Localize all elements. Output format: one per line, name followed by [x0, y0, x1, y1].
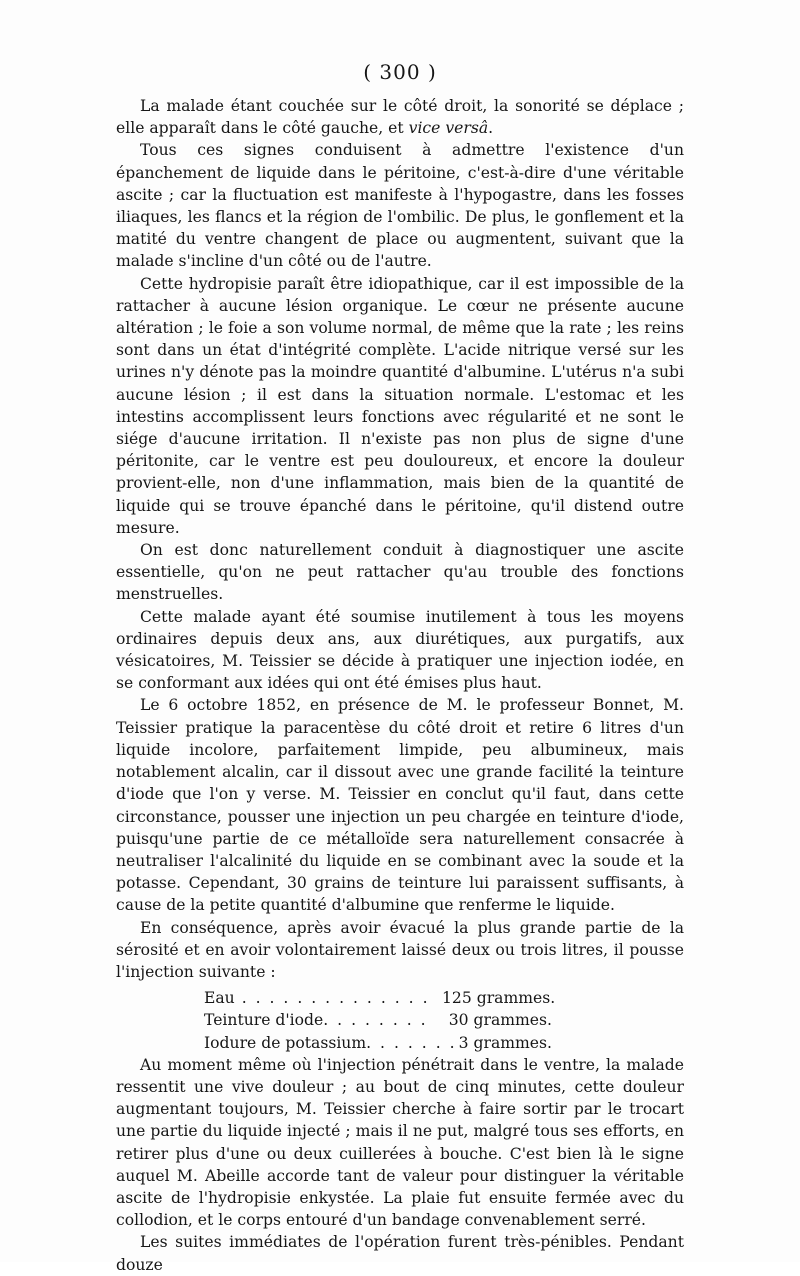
page-number: ( 300 ): [363, 60, 437, 84]
paragraph-1: [116, 95, 684, 139]
recipe-ingredient: [204, 1032, 457, 1054]
paragraph-1-emphasis: vice versâ: [408, 119, 489, 138]
recipe-ingredient-name: Eau: [204, 989, 235, 1008]
paragraph-1-text: La malade étant couchée sur le côté droit, la sonorité se déplace ; elle apparaît dans le côté gauche, et: [116, 97, 684, 138]
recipe-leader-dots: . . . . . . . . . . . . . .: [234, 989, 430, 1008]
recipe-line: [116, 987, 684, 1009]
recipe-leader-dots: . . . . . . .: [366, 1033, 457, 1052]
recipe-line: [116, 1009, 684, 1031]
paragraph-8: Au moment même où l'injection pénétrait dans le ventre, la malade ressentit une vive douleur ; au bout de cinq minutes, cette douleur augmentant toujours, M. Teissier cherche à faire sortir par le trocart une partie du liquide injecté ; mais il ne put, malgré tous ses efforts, en retirer plus d'une ou deux cuillerées à bouche. C'est bien là le signe auquel M. Abeille accorde tant de valeur pour distinguer la véritable ascite de l'hydropisie enkystée. La plaie fut ensuite fermée avec du collodion, et le corps entouré d'un bandage convenablement serré.: [116, 1055, 684, 1230]
recipe-leader-dots: . . . . . . . .: [323, 1011, 428, 1030]
body-text: [116, 95, 684, 1276]
recipe-ingredient-name: Teinture d'iode: [204, 1011, 324, 1030]
recipe-ingredient-name: Iodure de potassium: [204, 1033, 367, 1052]
paragraph-5: Cette malade ayant été soumise inutilement à tous les moyens ordinaires depuis deux ans, aux diurétiques, aux purgatifs, aux vésicatoires, M. Teissier se décide à pratiquer une injection iodée, en se conformant aux idées qui ont été émises plus haut.: [116, 607, 684, 693]
recipe-line: [116, 1032, 684, 1054]
recipe-quantity: 30 grammes.: [448, 1011, 552, 1030]
recipe-ingredient: [204, 987, 442, 1009]
paragraph-3: Cette hydropisie paraît être idiopathique, car il est impossible de la rattacher à aucune lésion organique. Le cœur ne présente aucune altération ; le foie a son volume normal, de même que la rate ; les reins sont dans un état d'intégrité complète. L'acide nitrique versé sur les urines n'y dénote pas la moindre quantité d'albumine. L'utérus n'a subi aucune lésion ; il est dans la situation normale. L'estomac et les intestins accomplissent leurs fonctions avec régularité et ne sont le siége d'aucune irritation. Il n'existe pas non plus de signe d'une péritonite, car le ventre est peu douloureux, et encore la douleur provient-elle, non d'une inflammation, mais bien de la quantité de liquide qui se trouve épanché dans le péritoine, qu'il distend outre mesure.: [116, 274, 684, 537]
paragraph-9: Les suites immédiates de l'opération furent très-pénibles. Pendant douze: [116, 1233, 684, 1274]
injection-recipe: [116, 987, 684, 1054]
paragraph-2: Tous ces signes conduisent à admettre l'existence d'un épanchement de liquide dans le péritoine, c'est-à-dire d'une véritable ascite ; car la fluctuation est manifeste à l'hypogastre, dans les fosses iliaques, les flancs et la région de l'ombilic. De plus, le gonflement et la matité du ventre changent de place ou augmentent, suivant que la malade s'incline d'un côté ou de l'autre.: [116, 141, 684, 271]
paragraph-4: On est donc naturellement conduit à diagnostiquer une ascite essentielle, qu'on ne peut rattacher qu'au trouble des fonctions menstruelles.: [116, 541, 684, 604]
paragraph-1-end: .: [488, 119, 494, 138]
recipe-quantity: 125 grammes.: [442, 989, 556, 1008]
recipe-quantity: 3 grammes.: [458, 1033, 552, 1052]
recipe-ingredient: [204, 1009, 442, 1031]
paragraph-6: Le 6 octobre 1852, en présence de M. le professeur Bonnet, M. Teissier pratique la paracentèse du côté droit et retire 6 litres d'un liquide incolore, parfaitement limpide, peu albumineux, mais notablement alcalin, car il dissout avec une grande facilité la teinture d'iode que l'on y verse. M. Teissier en conclut qu'il faut, dans cette circonstance, pousser une injection un peu chargée en teinture d'iode, puisqu'une partie de ce métalloïde sera naturellement consacrée à neutraliser l'alcalinité du liquide en se combinant avec la soude et la potasse. Cependant, 30 grains de teinture lui paraissent suffisants, à cause de la petite quantité d'albumine que renferme le liquide.: [116, 696, 684, 915]
paragraph-7: En conséquence, après avoir évacué la plus grande partie de la sérosité et en avoir volontairement laissé deux ou trois litres, il pousse l'injection suivante :: [116, 918, 684, 981]
